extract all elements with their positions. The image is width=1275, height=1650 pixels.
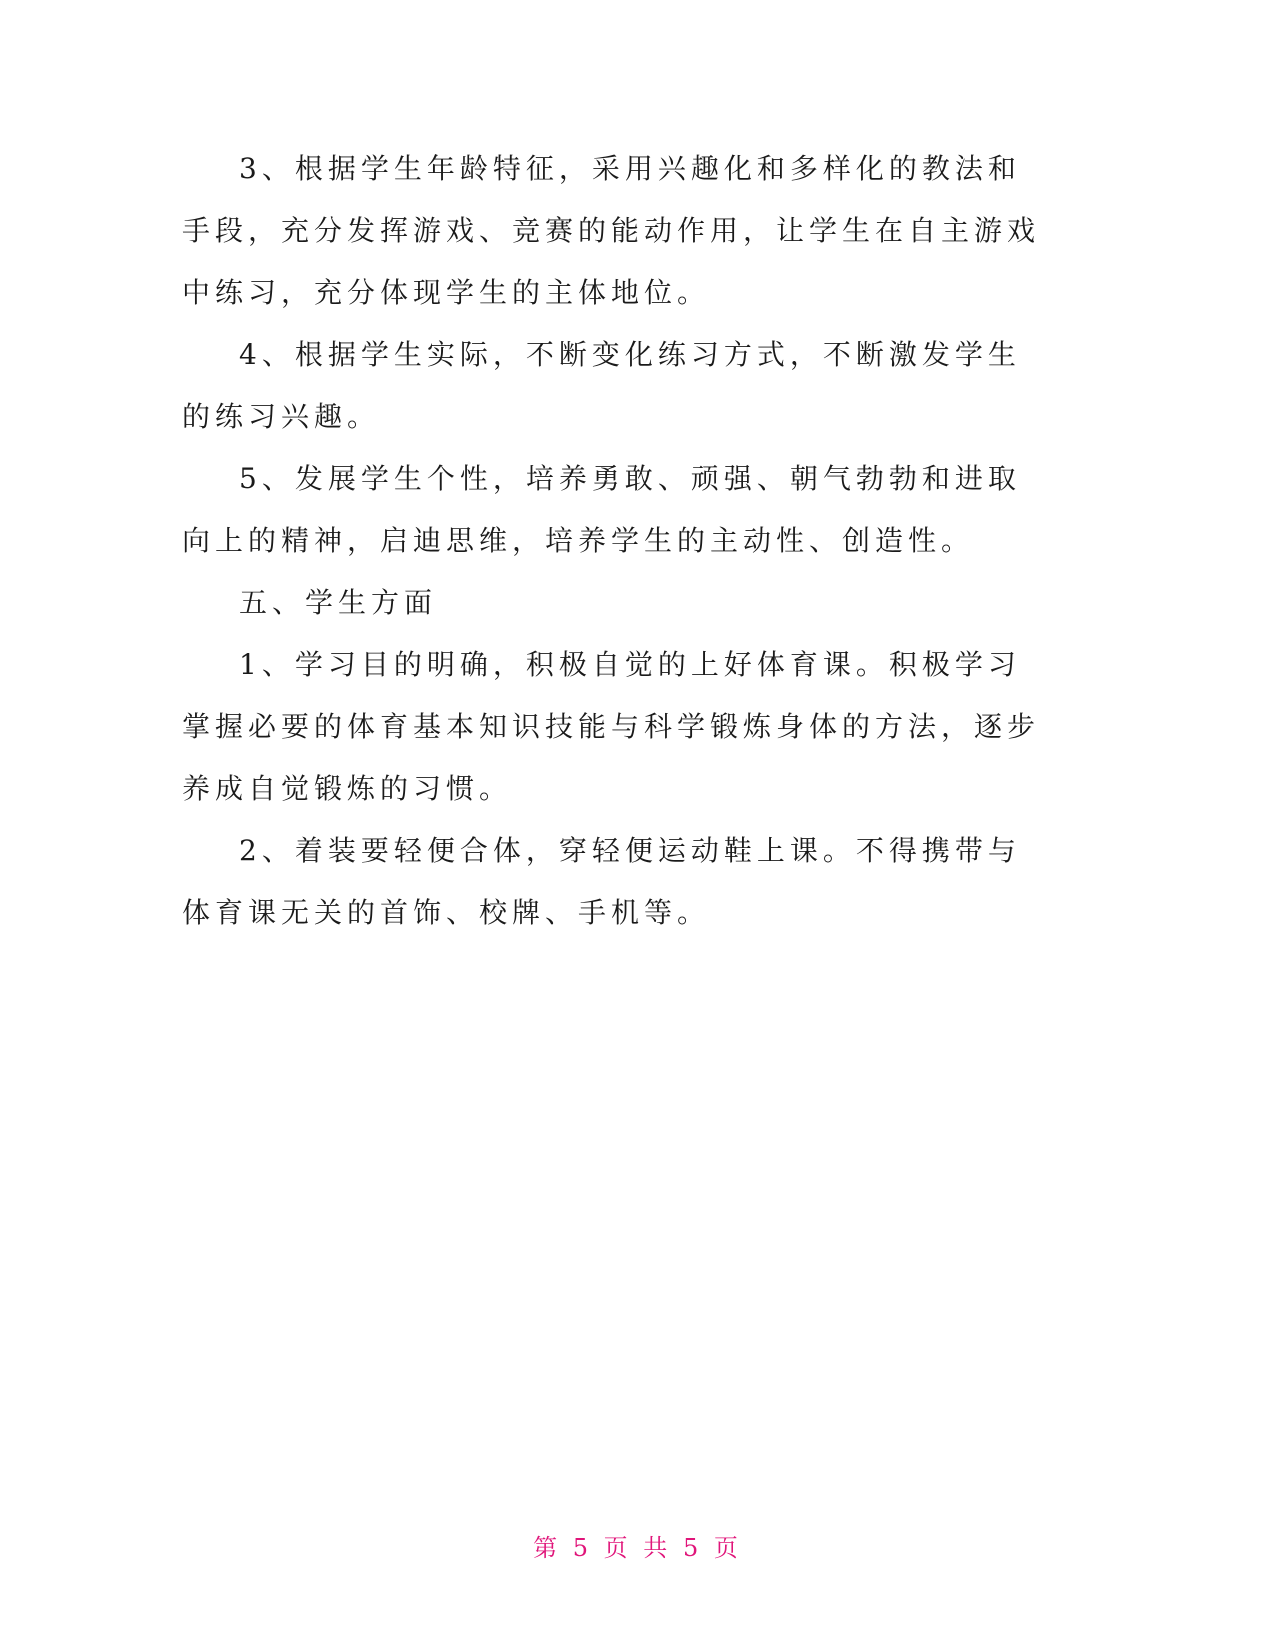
section-heading-students: 五、学生方面: [239, 586, 438, 619]
paragraph-item-3: 3、根据学生年龄特征，采用兴趣化和多样化的教法和手段，充分发挥游戏、竞赛的能动作用，让学生在自主游戏中练习，充分体现学生的主体地位。: [182, 152, 1041, 309]
paragraph-student-2: 2、着装要轻便合体，穿轻便运动鞋上课。不得携带与体育课无关的首饰、校牌、手机等。: [182, 834, 1021, 929]
page-number-footer: 第 5 页 共 5 页: [533, 1534, 742, 1562]
document-body: [182, 138, 1042, 944]
paragraph-item-5: 5、发展学生个性，培养勇敢、顽强、朝气勃勃和进取向上的精神，启迪思维，培养学生的主动性、创造性。: [182, 462, 1021, 557]
paragraph-student-1: 1、学习目的明确，积极自觉的上好体育课。积极学习掌握必要的体育基本知识技能与科学锻炼身体的方法，逐步养成自觉锻炼的习惯。: [182, 648, 1041, 805]
paragraph-item-4: 4、根据学生实际，不断变化练习方式，不断激发学生的练习兴趣。: [182, 338, 1021, 433]
